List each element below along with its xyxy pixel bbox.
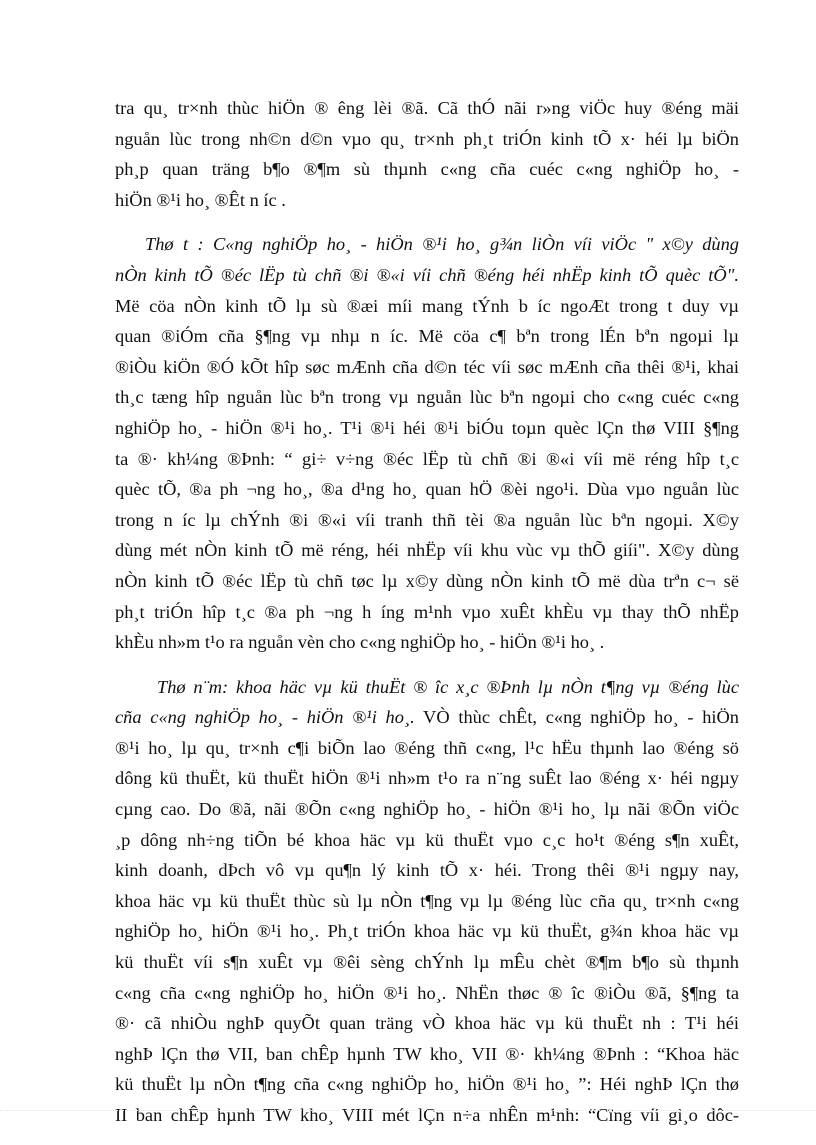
- text-line: ®¹i ho¸ lµ qu¸ tr×nh c¶i biÕn lao ®éng thñ c«ng, l¹c hËu thµnh lao ®éng sö: [115, 737, 739, 758]
- paragraph-heading-cont: nÒn kinh tÕ ®éc lËp tù chñ ®i ®«i víi chñ ®éng héi nhËp kinh tÕ quèc tÕ".: [115, 264, 739, 285]
- paragraph-3: [115, 672, 739, 1131]
- text-line: ®· cã nhiÒu nghÞ quyÕt quan träng vÒ khoa häc vµ kü thuËt nh : T¹i héi: [115, 1013, 739, 1034]
- text-line: th¸c tæng hîp nguån lùc bªn trong vµ nguån lùc bªn ngoµi cho c«ng cuéc c«ng: [115, 387, 739, 408]
- text-line: Më cöa nÒn kinh tÕ lµ sù ®æi míi mang tÝnh b íc ngoÆt trong t duy vµ: [115, 295, 739, 316]
- document-page: [115, 93, 739, 1145]
- paragraph-heading-cont: cña c«ng nghiÖp ho¸ - hiÖn ®¹i ho¸.: [115, 707, 415, 728]
- text-run: VÒ thùc chÊt, c«ng nghiÖp ho¸ - hiÖn: [414, 707, 739, 728]
- text-line: tra qu¸ tr×nh thùc hiÖn ® êng lèi ®ã. Cã thÓ nãi r»ng viÖc huy ®éng mäi: [115, 98, 739, 118]
- text-line: nghiÖp ho¸ - hiÖn ®¹i ho¸. T¹i ®¹i héi ®¹i biÓu toµn quèc lÇn thø VIII §¶ng: [115, 417, 739, 438]
- text-line: ®iÒu kiÖn ®Ó kÕt hîp søc mÆnh cña d©n téc víi søc mÆnh cña thêi ®¹i, khai: [115, 356, 739, 377]
- text-line: nghiÖp ho¸ hiÖn ®¹i ho¸. Ph¸t triÓn khoa häc vµ kü thuËt, g¾n khoa häc vµ: [115, 921, 739, 942]
- text-line: dùng mét nÒn kinh tÕ më réng, héi nhËp víi khu vùc vµ thÕ giíi". X©y dùng: [115, 540, 739, 561]
- text-line: ta ®· kh¼ng ®Þnh: “ gi÷ v÷ng ®éc lËp tù chñ ®i ®«i víi më réng hîp t¸c: [115, 448, 739, 469]
- paragraph-1: [115, 93, 739, 215]
- text-line: quan ®iÓm cña §¶ng vµ nhµ n íc. Më cöa c¶ bªn trong lÉn bªn ngoµi lµ: [115, 326, 739, 347]
- paragraph-heading-cont-line: [115, 702, 739, 733]
- text-line: nguån lùc trong nh©n d©n vµo qu¸ tr×nh ph¸t triÓn kinh tÕ x· héi lµ biÖn: [115, 128, 739, 149]
- text-line: dông kü thuËt, kü thuËt hiÖn ®¹i nh»m t¹o ra n¨ng suÊt lao ®éng x· héi ngµy: [115, 768, 739, 789]
- text-line: ¸p dông nh÷ng tiÕn bé khoa häc vµ kü thuËt vµo c¸c ho¹t ®éng s¶n xuÊt,: [115, 829, 739, 850]
- text-line: kü thuËt víi s¶n xuÊt vµ ®êi sèng chÝnh lµ mÊu chèt ®¶m b¶o sù thµnh: [115, 952, 739, 973]
- text-line: trong n íc lµ chÝnh ®i ®«i víi tranh thñ tèi ®a nguån lùc bªn ngoµi. X©y: [115, 509, 739, 530]
- paragraph-heading: Thø n¨m: khoa häc vµ kü thuËt ® îc x¸c ®Þnh lµ nÒn t¶ng vµ ®éng lùc: [157, 676, 739, 697]
- text-line: II ban chÊp hµnh TW kho¸ VIII mét lÇn n÷a nhÊn m¹nh: “Cïng víi gi¸o dôc-: [115, 1105, 739, 1125]
- page-bottom-edge: [0, 1110, 816, 1111]
- text-line: nghÞ lÇn thø VII, ban chÊp hµnh TW kho¸ VII ®· kh¼ng ®Þnh : “Khoa häc: [115, 1043, 739, 1064]
- text-line: c«ng cña c«ng nghiÖp ho¸ hiÖn ®¹i ho¸. NhËn thøc ® îc ®iÒu ®ã, §¶ng ta: [115, 982, 739, 1003]
- text-line: ph¸p quan träng b¶o ®¶m sù thµnh c«ng cña cuéc c«ng nghiÖp ho¸ -: [115, 159, 739, 180]
- text-line: quèc tÕ, ®a ph ¬ng ho¸, ®a d¹ng ho¸ quan hÖ ®èi ngo¹i. Dùa vµo nguån lùc: [115, 479, 739, 500]
- text-line: khoa häc vµ kü thuËt thùc sù lµ nÒn t¶ng vµ lµ ®éng lùc cña qu¸ tr×nh c«ng: [115, 890, 739, 911]
- text-line: kü thuËt lµ nÒn t¶ng cña c«ng nghiÖp ho¸ hiÖn ®¹i ho¸ ”: Héi nghÞ lÇn thø: [115, 1074, 739, 1095]
- text-line: ph¸t triÓn hîp t¸c ®a ph ¬ng h íng m¹nh vµo xuÊt khÈu vµ thay thÕ nhËp: [115, 601, 739, 622]
- text-line: nÒn kinh tÕ ®éc lËp tù chñ tøc lµ x©y dùng nÒn kinh tÕ më dùa trªn c¬ së: [115, 570, 739, 591]
- paragraph-heading: Thø t : C«ng nghiÖp ho¸ - hiÖn ®¹i ho¸ g¾n liÒn víi viÖc " x©y dùng: [145, 234, 739, 255]
- text-line: hiÖn ®¹i ho¸ ®Êt n íc .: [115, 189, 286, 210]
- paragraph-2: [115, 229, 739, 657]
- text-line: kinh doanh, dÞch vô vµ qu¶n lý kinh tÕ x· héi. Trong thêi ®¹i ngµy nay,: [115, 860, 739, 881]
- text-line: khÈu nh»m t¹o ra nguån vèn cho c«ng nghiÖp ho¸ - hiÖn ®¹i ho¸ .: [115, 632, 605, 653]
- text-line: cµng cao. Do ®ã, nãi ®Õn c«ng nghiÖp ho¸ - hiÖn ®¹i ho¸ lµ nãi ®Õn viÖc: [115, 799, 739, 820]
